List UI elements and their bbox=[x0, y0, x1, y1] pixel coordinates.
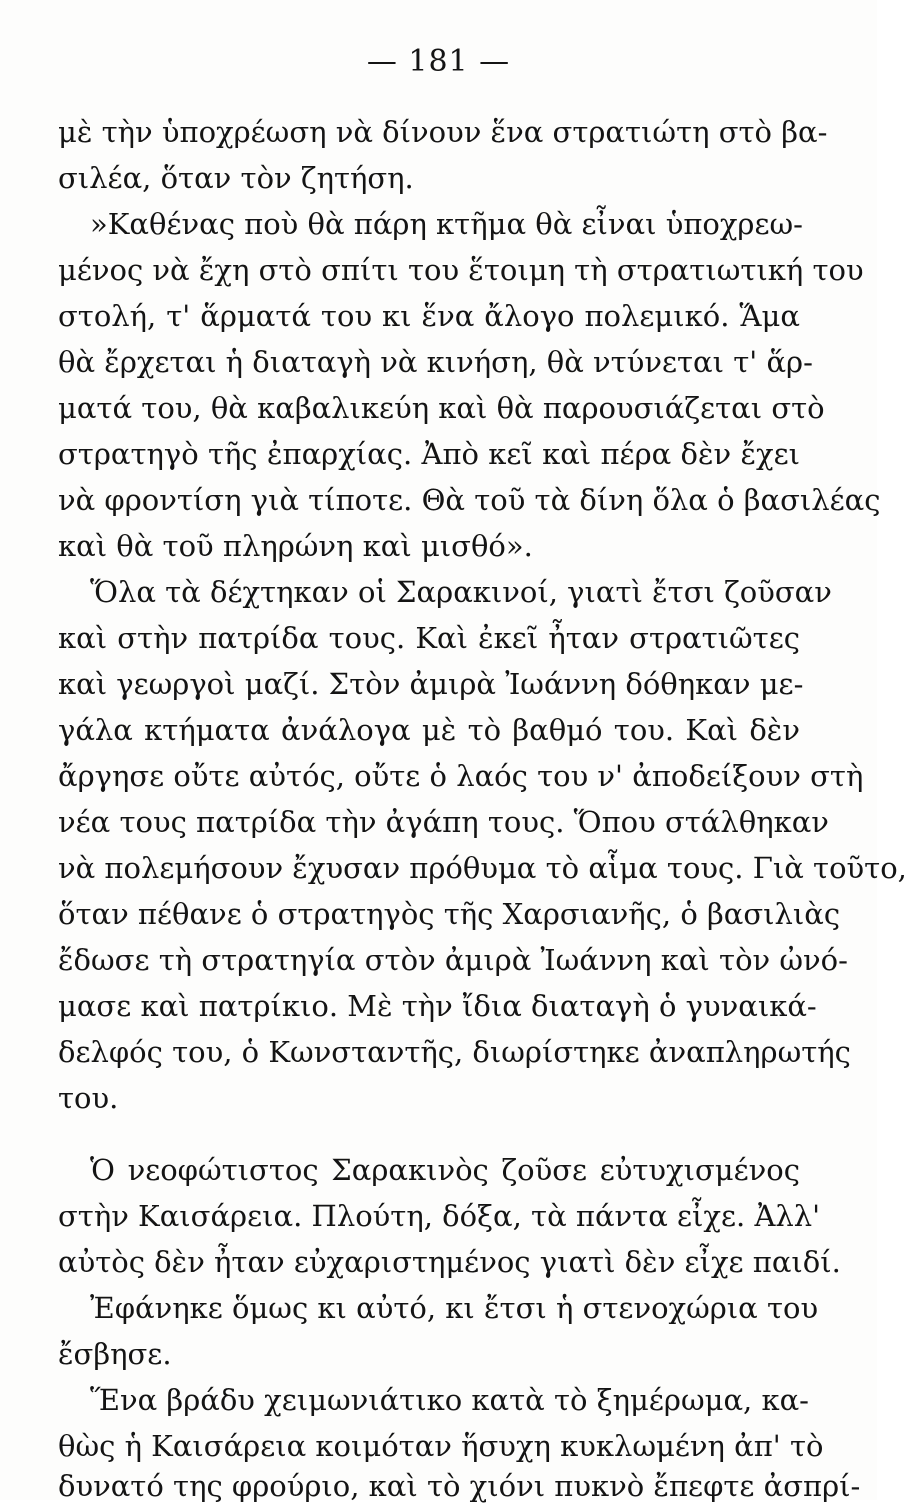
text-line: θὰ ἔρχεται ἡ διαταγὴ νὰ κινήση, θὰ ντύνεται τ' ἅρ- bbox=[58, 345, 813, 379]
text-line: στρατηγὸ τῆς ἐπαρχίας. Ἀπὸ κεῖ καὶ πέρα δὲν ἔχει bbox=[58, 437, 800, 471]
text-line: νὰ φροντίση γιὰ τίποτε. Θὰ τοῦ τὰ δίνη ὅλα ὁ βασιλέας bbox=[58, 483, 881, 517]
text-line: νὰ πολεμήσουν ἔχυσαν πρόθυμα τὸ αἷμα τους. Γιὰ τοῦτο, bbox=[58, 851, 907, 885]
text-line: μένος νὰ ἔχη στὸ σπίτι του ἕτοιμη τὴ στρατιωτική του bbox=[58, 253, 864, 287]
text-line: καὶ θὰ τοῦ πληρώνη καὶ μισθό». bbox=[58, 529, 533, 563]
text-line: μὲ τὴν ὑποχρέωση νὰ δίνουν ἕνα στρατιώτη στὸ βα- bbox=[58, 115, 828, 149]
text-line: »Καθένας ποὺ θὰ πάρη κτῆμα θὰ εἶναι ὑποχρεω- bbox=[90, 207, 803, 241]
text-line: νέα τους πατρίδα τὴν ἀγάπη τους. Ὅπου στάλθηκαν bbox=[58, 805, 829, 839]
text-line: στολή, τ' ἅρματά του κι ἕνα ἄλογο πολεμικό. Ἅμα bbox=[58, 299, 800, 333]
text-line: σιλέα, ὅταν τὸν ζητήση. bbox=[58, 161, 414, 195]
text-line: θὼς ἡ Καισάρεια κοιμόταν ἥσυχη κυκλωμένη ἀπ' τὸ bbox=[58, 1429, 824, 1463]
text-line: Ὁ νεοφώτιστος Σαρακινὸς ζοῦσε εὐτυχισμένος bbox=[90, 1153, 800, 1187]
text-line: ἔδωσε τὴ στρατηγία στὸν ἀμιρὰ Ἰωάννη καὶ τὸν ὠνό- bbox=[58, 943, 848, 977]
text-line: Ἐφάνηκε ὅμως κι αὐτό, κι ἔτσι ἡ στενοχώρια του bbox=[90, 1291, 819, 1325]
text-line: δελφός του, ὁ Κωνσταντῆς, διωρίστηκε ἀναπληρωτής bbox=[58, 1035, 851, 1069]
text-line: ματά του, θὰ καβαλικεύη καὶ θὰ παρουσιάζεται στὸ bbox=[58, 391, 825, 425]
text-line: γάλα κτήματα ἀνάλογα μὲ τὸ βαθμό του. Καὶ δὲν bbox=[58, 713, 800, 747]
text-line: Ἕνα βράδυ χειμωνιάτικο κατὰ τὸ ξημέρωμα, κα- bbox=[90, 1383, 809, 1417]
text-line: μασε καὶ πατρίκιο. Μὲ τὴν ἴδια διαταγὴ ὁ γυναικά- bbox=[58, 989, 817, 1023]
text-line: του. bbox=[58, 1081, 119, 1115]
text-line: δυνατό της φρούριο, καὶ τὸ χιόνι πυκνὸ ἔπεφτε ἀσπρί- bbox=[58, 1469, 861, 1503]
text-line: ἄργησε οὔτε αὐτός, οὔτε ὁ λαός του ν' ἀποδείξουν στὴ bbox=[58, 759, 864, 793]
text-line: ἔσβησε. bbox=[58, 1337, 172, 1371]
text-line: καὶ στὴν πατρίδα τους. Καὶ ἐκεῖ ἦταν στρατιῶτες bbox=[58, 621, 800, 655]
text-line: αὐτὸς δὲν ἦταν εὐχαριστημένος γιατὶ δὲν εἶχε παιδί. bbox=[58, 1245, 841, 1279]
page-number: — 181 — bbox=[366, 44, 511, 79]
text-line: ὅταν πέθανε ὁ στρατηγὸς τῆς Χαρσιανῆς, ὁ βασιλιὰς bbox=[58, 897, 841, 931]
text-line: στὴν Καισάρεια. Πλούτη, δόξα, τὰ πάντα εἶχε. Ἀλλ' bbox=[58, 1199, 821, 1233]
text-line: Ὅλα τὰ δέχτηκαν οἱ Σαρακινοί, γιατὶ ἔτσι ζοῦσαν bbox=[90, 575, 832, 609]
text-line: καὶ γεωργοὶ μαζί. Στὸν ἀμιρὰ Ἰωάννη δόθηκαν με- bbox=[58, 667, 804, 701]
